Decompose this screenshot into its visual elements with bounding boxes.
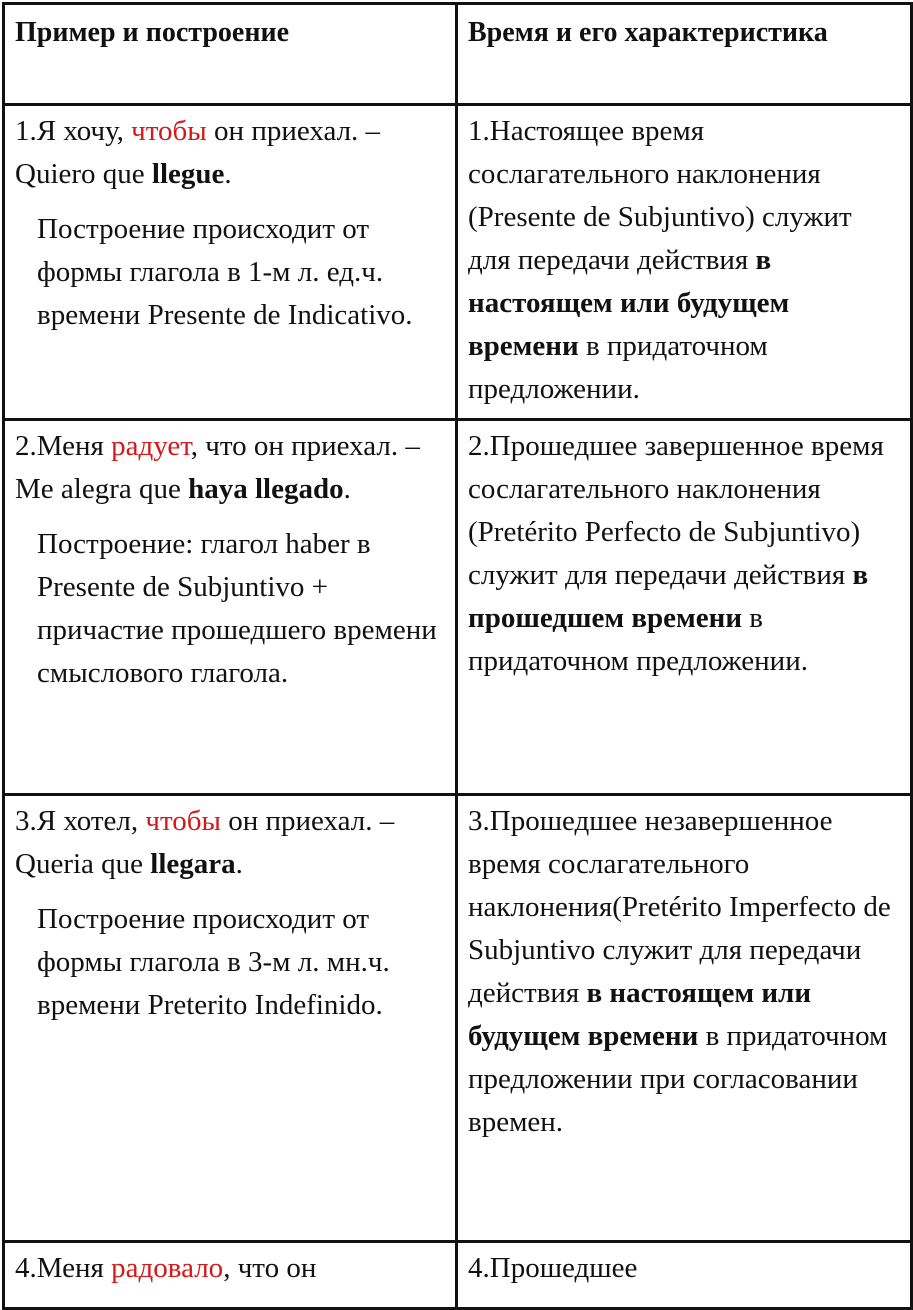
tense-emphasis: в прошедшем времени	[468, 559, 869, 634]
example-text: 1.Я хочу,	[15, 115, 132, 147]
verb-form: llegara	[150, 848, 236, 880]
tense-description	[468, 425, 900, 683]
tense-cell	[457, 795, 912, 1242]
verb-highlight: радовало	[111, 1252, 224, 1284]
verb-form: llegue	[151, 158, 225, 190]
conjunction-highlight: чтобы	[145, 805, 229, 837]
table-row	[4, 105, 912, 420]
example-text: .	[343, 473, 351, 505]
example-cell	[4, 105, 457, 420]
example-sentence	[15, 110, 445, 196]
example-sentence	[15, 425, 445, 511]
tense-text: в придаточном предложении.	[468, 330, 768, 405]
verb-form: haya llegado	[188, 473, 344, 505]
example-text: , что он приехал. – Me alegra que	[15, 430, 420, 505]
example-text: .	[224, 158, 232, 190]
tense-cell	[457, 105, 912, 420]
example-text: он приехал. – Quiero que	[15, 115, 381, 190]
table-row	[4, 1242, 912, 1309]
table-row	[4, 420, 912, 795]
example-text: .	[235, 848, 243, 880]
conjunction-highlight: чтобы	[131, 115, 215, 147]
grammar-table	[2, 2, 913, 1310]
tense-text: 2.Прошедшее завершенное время сослагательного наклонения (Pretérito Perfecto de Subjuntivo) служит для передачи действия	[468, 430, 884, 591]
header-tense: Время и его характеристика	[457, 4, 912, 105]
example-text: , что он	[223, 1252, 317, 1284]
construction-note: Построение происходит от формы глагола в 1-м л. ед.ч. времени Presente de Indicativo.	[37, 213, 413, 331]
header-example: Пример и построение	[4, 4, 457, 105]
example-sentence	[15, 1247, 445, 1290]
tense-text: в придаточном предложении при согласовании времен.	[468, 1020, 888, 1138]
example-cell	[4, 795, 457, 1242]
verb-highlight: радует	[111, 430, 191, 462]
example-cell	[4, 1242, 457, 1309]
tense-cell	[457, 1242, 912, 1309]
tense-emphasis: в настоящем или будущем времени	[468, 244, 790, 362]
table-row	[4, 795, 912, 1242]
example-text: 3.Я хотел,	[15, 805, 146, 837]
tense-text: 1.Настоящее время сослагательного наклонения (Presente de Subjuntivo) служит для передачи действия	[468, 115, 852, 276]
tense-description	[468, 800, 900, 1144]
example-text: он приехал. – Queria que	[15, 805, 395, 880]
example-text: 2.Меня	[15, 430, 112, 462]
example-sentence	[15, 800, 445, 886]
tense-description	[468, 110, 900, 411]
construction-note: Построение происходит от формы глагола в 3-м л. мн.ч. времени Preterito Indefinido.	[37, 903, 390, 1021]
tense-text: в придаточном предложении.	[468, 602, 808, 677]
example-text: 4.Меня	[15, 1252, 112, 1284]
header-row	[4, 4, 912, 105]
tense-description: 4.Прошедшее	[468, 1252, 638, 1284]
example-cell	[4, 420, 457, 795]
construction-note: Построение: глагол haber в Presente de Subjuntivo + причастие прошедшего времени смыслового глагола.	[37, 528, 437, 689]
tense-cell	[457, 420, 912, 795]
tense-emphasis: в настоящем или будущем времени	[468, 977, 812, 1052]
tense-text: 3.Прошедшее незавершенное время сослагательного наклонения(Pretérito Imperfecto de Subjuntivo служит для передачи действия	[468, 805, 891, 1009]
